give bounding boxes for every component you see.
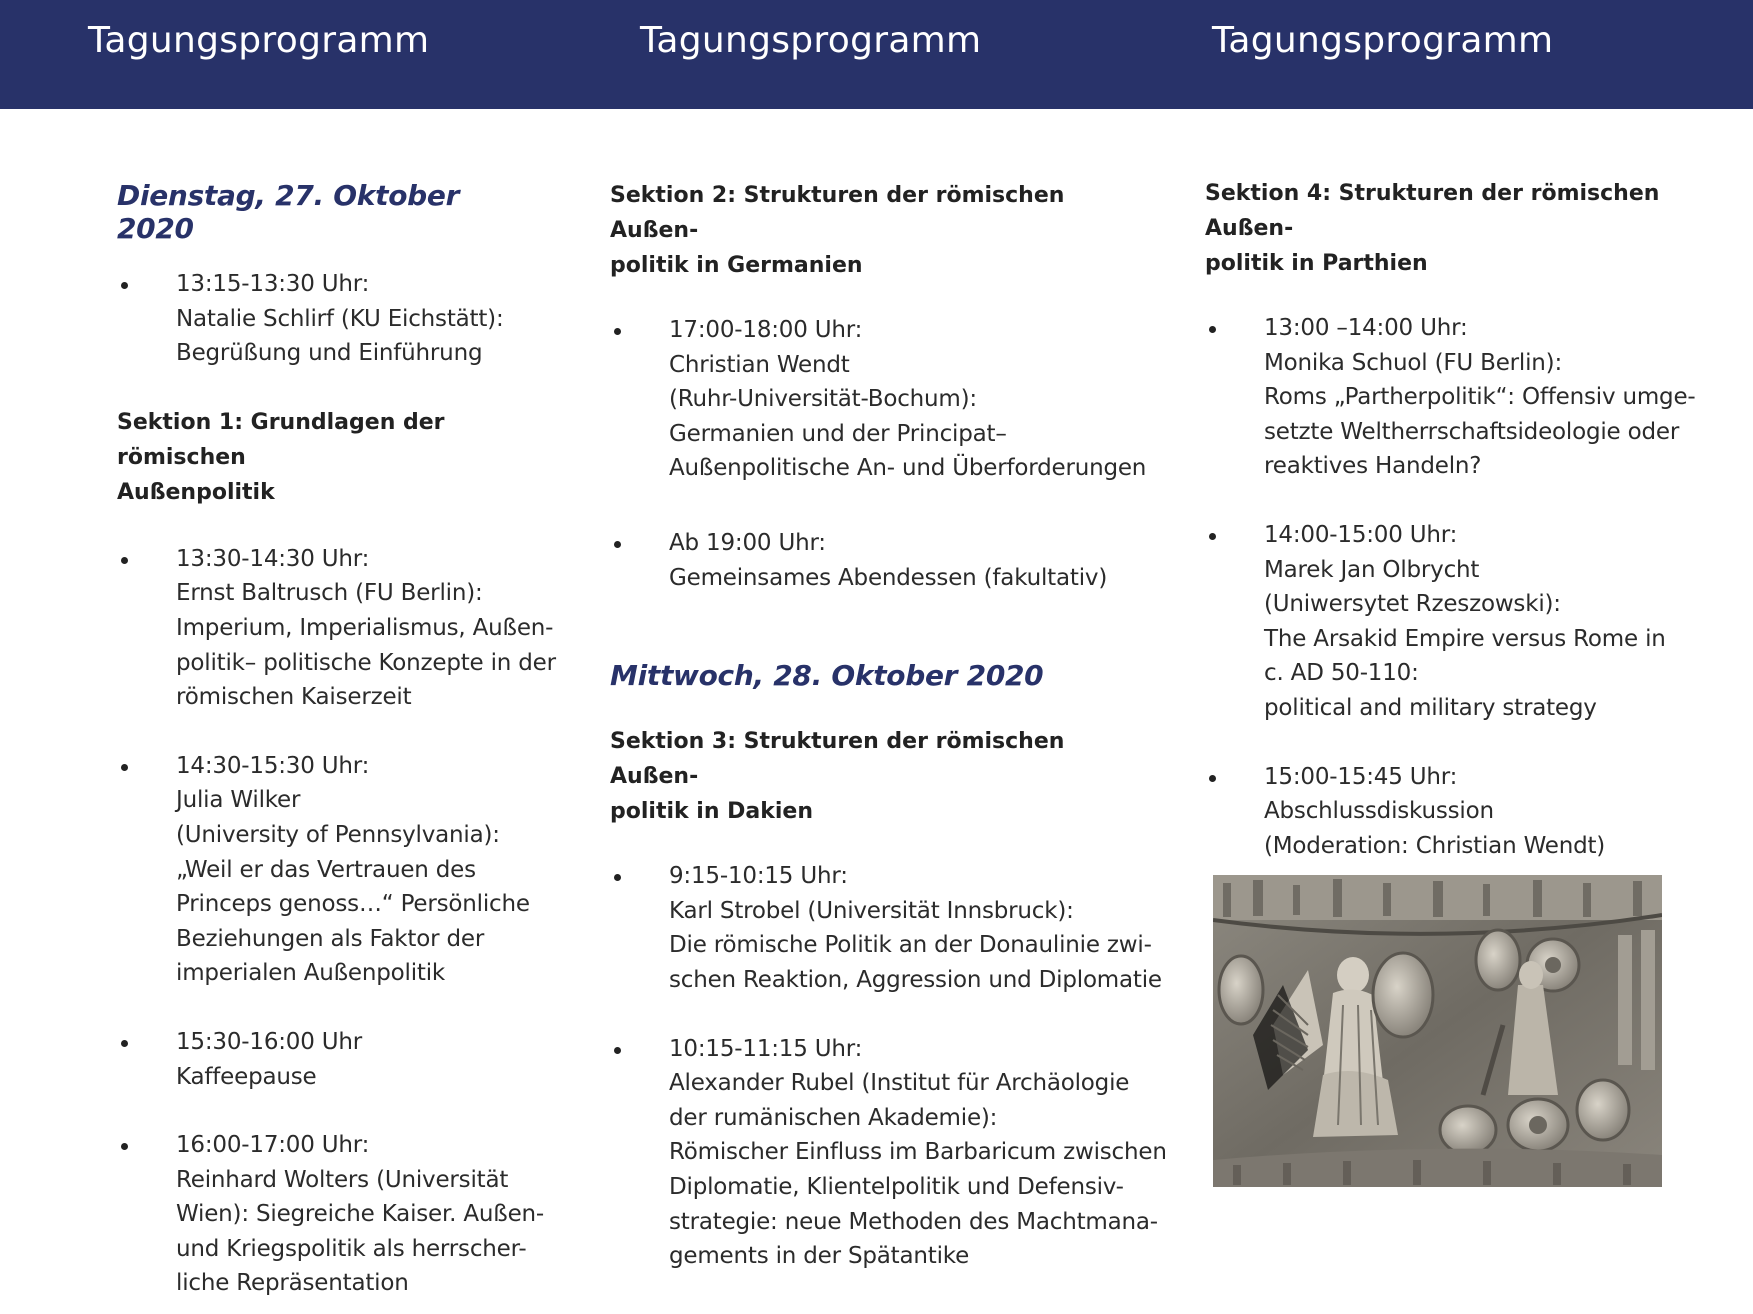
item-title: Begrüßung und Einführung — [176, 340, 483, 367]
item-time: 14:00-15:00 Uhr: — [1264, 521, 1458, 548]
item-title: Imperium, Imperialismus, Außen- — [176, 614, 554, 641]
item-speaker: Natalie Schlirf (KU Eichstätt): — [176, 305, 504, 332]
column-2 — [610, 178, 1167, 1274]
bullet-icon — [121, 1040, 128, 1047]
item-title: The Arsakid Empire versus Rome in — [1264, 625, 1666, 652]
item-title: schen Reaktion, Aggression und Diplomatie — [669, 966, 1162, 993]
bullet-icon — [121, 764, 128, 771]
section-heading-4 — [1205, 176, 1695, 281]
item-title: gements in der Spätantike — [669, 1243, 970, 1270]
item-title: Roms „Partherpolitik“: Offensiv umge- — [1264, 384, 1696, 411]
section-heading-line: politik in Parthien — [1205, 251, 1428, 276]
item-time: 13:15-13:30 Uhr: — [176, 271, 370, 297]
item-moderation: (Moderation: Christian Wendt) — [1264, 832, 1606, 859]
program-item — [117, 1025, 537, 1094]
bullet-icon — [1209, 775, 1216, 782]
item-title: Abschlussdiskussion — [1264, 798, 1494, 825]
bullet-icon — [614, 541, 621, 548]
item-title: political and military strategy — [1264, 694, 1597, 721]
day-title-wednesday: Mittwoch, 28. Oktober 2020 — [610, 659, 1044, 693]
bullet-icon — [1209, 326, 1216, 333]
item-time: 14:30-15:30 Uhr: — [176, 752, 370, 779]
item-title: imperialen Außenpolitik — [176, 960, 446, 987]
banner-title-3: Tagungsprogramm — [1212, 20, 1554, 61]
item-title: strategie: neue Methoden des Machtmana- — [669, 1208, 1158, 1235]
section-heading-line: politik in Dakien — [610, 799, 814, 825]
bullet-icon — [121, 557, 128, 564]
program-item — [610, 859, 1162, 997]
bullet-icon — [614, 1047, 621, 1054]
item-time: 10:15-11:15 Uhr: — [669, 1035, 863, 1062]
item-title: und Kriegspolitik als herrscher- — [176, 1235, 527, 1262]
item-title: Kaffeepause — [176, 1063, 317, 1090]
program-item — [117, 749, 537, 991]
item-time: 15:00-15:45 Uhr: — [1264, 763, 1458, 790]
item-title: liche Repräsentation — [176, 1270, 409, 1297]
section-heading-3 — [610, 724, 1130, 829]
item-speaker: Reinhard Wolters (Universität — [176, 1166, 509, 1193]
item-speaker: Karl Strobel (Universität Innsbruck): — [669, 897, 1074, 924]
item-title: Diplomatie, Klientelpolitik und Defensiv- — [669, 1173, 1124, 1200]
program-item — [1205, 760, 1695, 864]
column-3 — [1205, 176, 1695, 863]
section-heading-line: Sektion 2: Strukturen der römischen Außen- — [610, 183, 1065, 243]
item-speaker: Marek Jan Olbrycht — [1264, 556, 1480, 583]
bullet-icon — [614, 874, 621, 881]
item-title: römischen Kaiserzeit — [176, 684, 412, 711]
item-title: Außenpolitische An- und Überforderungen — [669, 455, 1147, 482]
program-item — [610, 526, 1130, 595]
column-1 — [117, 160, 556, 1301]
program-item — [1205, 311, 1695, 484]
item-time: 16:00-17:00 Uhr: — [176, 1132, 370, 1159]
item-title: politik– politische Konzepte in der — [176, 649, 556, 676]
item-title: Die römische Politik an der Donaulinie zwi- — [669, 932, 1152, 959]
item-title: Princeps genoss…“ Persönliche — [176, 891, 530, 918]
banner-title-1: Tagungsprogramm — [88, 20, 430, 61]
item-time: 13:00 –14:00 Uhr: — [1264, 315, 1468, 341]
item-speaker: Christian Wendt — [669, 351, 850, 378]
bullet-icon — [614, 328, 621, 335]
section-heading-line: politik in Germanien — [610, 253, 863, 278]
section-heading-1 — [117, 405, 537, 510]
item-speaker: Julia Wilker — [176, 787, 301, 814]
section-heading-2 — [610, 178, 1130, 283]
item-time: 9:15-10:15 Uhr: — [669, 863, 848, 890]
banner-title-2: Tagungsprogramm — [640, 20, 982, 61]
item-title: Römischer Einfluss im Barbaricum zwischen — [669, 1139, 1167, 1166]
item-title: „Weil er das Vertrauen des — [176, 856, 476, 883]
section-heading-line: Sektion 3: Strukturen der römischen Außen- — [610, 729, 1065, 790]
item-title: setzte Weltherrschaftsideologie oder — [1264, 418, 1680, 445]
bullet-icon — [121, 1143, 128, 1150]
relief-photo — [1213, 875, 1662, 1187]
program-item — [1205, 518, 1695, 726]
item-title: Wien): Siegreiche Kaiser. Außen- — [176, 1201, 544, 1228]
section-heading-line: Sektion 1: Grundlagen der römischen — [117, 409, 445, 470]
item-title: Germanien und der Principat– — [669, 420, 1007, 447]
header-banner — [0, 0, 1753, 109]
program-item — [117, 1128, 544, 1301]
program-item — [610, 1032, 1167, 1274]
item-speaker: Alexander Rubel (Institut für Archäologie — [669, 1070, 1130, 1097]
item-title: Beziehungen als Faktor der — [176, 925, 485, 952]
item-affiliation: (University of Pennsylvania): — [176, 821, 500, 848]
item-time: 15:30-16:00 Uhr — [176, 1028, 363, 1055]
item-title: reaktives Handeln? — [1264, 453, 1482, 480]
item-affiliation: der rumänischen Akademie): — [669, 1104, 998, 1131]
item-affiliation: (Ruhr-Universität-Bochum): — [669, 386, 977, 413]
item-affiliation: (Uniwersytet Rzeszowski): — [1264, 591, 1561, 618]
section-heading-line: Sektion 4: Strukturen der römischen Außen- — [1205, 181, 1660, 241]
item-title: c. AD 50-110: — [1264, 660, 1419, 687]
program-item — [117, 267, 537, 371]
section-heading-line: Außenpolitik — [117, 479, 275, 505]
bullet-icon — [1209, 533, 1216, 540]
item-time: Ab 19:00 Uhr: — [669, 529, 826, 556]
item-time: 17:00-18:00 Uhr: — [669, 317, 863, 343]
bullet-icon — [121, 282, 128, 289]
item-speaker: Ernst Baltrusch (FU Berlin): — [176, 580, 483, 607]
item-time: 13:30-14:30 Uhr: — [176, 545, 370, 572]
program-item — [117, 542, 556, 715]
item-speaker: Monika Schuol (FU Berlin): — [1264, 349, 1562, 376]
program-item — [610, 313, 1147, 486]
item-title: Gemeinsames Abendessen (fakultativ) — [669, 564, 1108, 591]
day-title-tuesday: Dienstag, 27. Oktober 2020 — [117, 179, 460, 245]
